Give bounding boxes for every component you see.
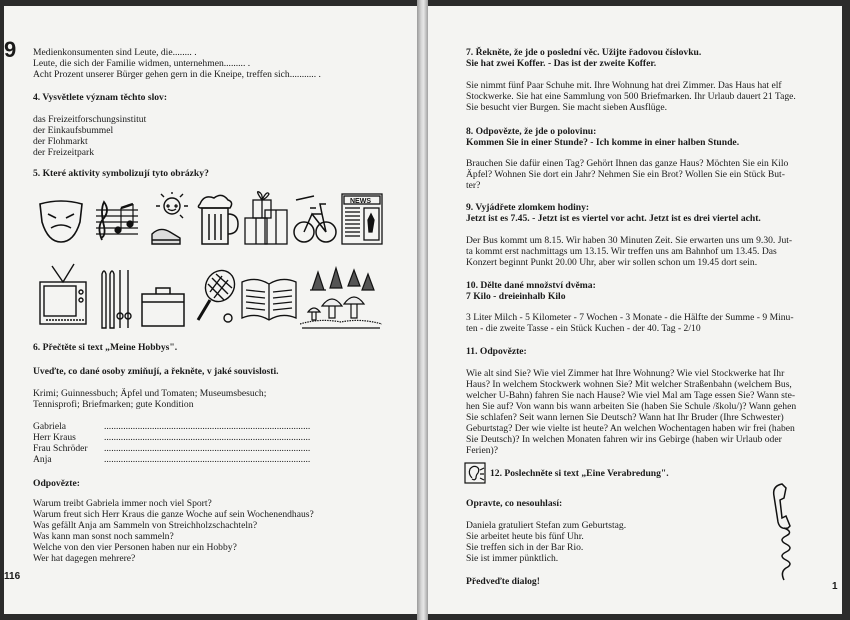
person-name: Gabriela xyxy=(33,421,67,432)
page-number-right: 1 xyxy=(832,581,838,592)
exercise-text: Ferien)? xyxy=(466,445,498,456)
exercise-5-heading: 5. Které aktivity symbolizují tyto obrázky? xyxy=(33,168,209,179)
answer-blank[interactable]: ...................................................................................... xyxy=(104,454,311,465)
statement-line: Sie treffen sich in der Bar Rio. xyxy=(466,542,584,553)
word-item: das Freizeitforschungsinstitut xyxy=(33,114,147,125)
exercise-text: ter? xyxy=(466,180,481,191)
answer-heading: Odpovězte: xyxy=(33,478,80,489)
newspaper-icon xyxy=(340,192,384,246)
exercise-8-example: Kommen Sie in einer Stunde? - Ich komme in einer halben Stunde. xyxy=(466,137,740,148)
exercise-9-heading: 9. Vyjádřete zlomkem hodiny: xyxy=(466,202,590,213)
exercise-text: Konzert beginnt Punkt 20.00 Uhr, aber wir sollen schon um 19.45 dort sein. xyxy=(466,257,758,268)
word-item: der Freizeitpark xyxy=(33,147,94,158)
exercise-10-example: 7 Kilo - dreieinhalb Kilo xyxy=(466,291,566,302)
statement-line: Daniela gratuliert Stefan zum Geburtstag. xyxy=(466,520,627,531)
exercise-text: Brauchen Sie dafür einen Tag? Gehört Ihnen das ganze Haus? Möchten Sie ein Kilo xyxy=(466,158,789,169)
exercise-text: ten - die zweite Tasse - ein Stück Kuchen - der 40. Tag - 2/10 xyxy=(466,323,701,334)
exercise-8-heading: 8. Odpovězte, že jde o polovinu: xyxy=(466,126,597,137)
statement-line: Sie arbeitet heute bis fünf Uhr. xyxy=(466,531,584,542)
exercise-text: Äpfel? Wohnen Sie dort ein Jahr? Nehmen Sie ein Brot? Wollen Sie ein Stück But- xyxy=(466,169,785,180)
theater-masks-icon xyxy=(36,196,86,246)
exercise-4-heading: 4. Vysvětlete význam těchto slov: xyxy=(33,92,168,103)
open-book-icon xyxy=(240,274,298,324)
listening-ear-icon xyxy=(464,462,486,484)
intro-line: Medienkonsumenten sind Leute, die........ . xyxy=(33,47,197,58)
exercise-6-heading: 6. Přečtěte si text „Meine Hobbys". xyxy=(33,342,178,353)
exercise-12-heading: 12. Poslechněte si text „Eine Verabredung". xyxy=(490,468,669,479)
exercise-text: Sie schlafen? Seit wann lernen Sie Deutsch? Wann hat Ihr Bruder (Ihre Schwester) xyxy=(466,412,784,423)
question-line: Welche von den vier Personen haben nur ein Hobby? xyxy=(33,542,237,553)
question-line: Was kann man sonst noch sammeln? xyxy=(33,531,174,542)
exercise-text: Sie besucht vier Burgen. Sie macht sieben Ausflüge. xyxy=(466,102,667,113)
exercise-text: Sie nimmt fünf Paar Schuhe mit. Ihre Wohnung hat drei Zimmer. Das Haus hat elf xyxy=(466,80,782,91)
keywords-line: Tennisprofi; Briefmarken; gute Kondition xyxy=(33,399,194,410)
book-gutter xyxy=(417,0,428,620)
tennis-racket-icon xyxy=(192,268,238,328)
hiking-sun-icon xyxy=(146,192,190,248)
answer-blank[interactable]: ...................................................................................... xyxy=(104,443,311,454)
chapter-number: 9 xyxy=(4,37,17,62)
exercise-text: Sie Deutsch)? In welchen Monaten fahren wir ins Gebirge (haben wir Urlaub oder xyxy=(466,434,782,445)
music-notes-icon xyxy=(92,196,142,246)
beer-mug-icon xyxy=(194,192,240,248)
gift-boxes-icon xyxy=(241,188,291,248)
exercise-text: Geburtstag? Der wie vielte ist heute? An welchen Wochentagen haben wir frei (haben xyxy=(466,423,795,434)
exercise-6-task: Uveďte, co dané osoby zmiňují, a řekněte, v jaké souvislosti. xyxy=(33,366,279,377)
person-name: Frau Schröder xyxy=(33,443,88,454)
mushrooms-forest-icon xyxy=(300,266,382,330)
exercise-9-example: Jetzt ist es 7.45. - Jetzt ist es viertel vor acht. Jetzt ist es drei viertel acht. xyxy=(466,213,761,224)
exercise-11-heading: 11. Odpovězte: xyxy=(466,346,527,357)
right-page xyxy=(428,6,842,614)
statement-line: Sie ist immer pünktlich. xyxy=(466,553,559,564)
question-line: Warum treibt Gabriela immer noch viel Sport? xyxy=(33,498,212,509)
question-line: Warum freut sich Herr Kraus die ganze Woche auf sein Wochenendhaus? xyxy=(33,509,314,520)
telephone-handset-icon xyxy=(768,482,808,582)
person-name: Herr Kraus xyxy=(33,432,76,443)
exercise-text: ta kommt erst nachmittags um 13.15. Wir treffen uns am Bahnhof um 13.45. Das xyxy=(466,246,777,257)
exercise-text: hen Sie auf? Von wann bis wann arbeiten Sie (haben Sie Schule /školu/)? Wann gehen xyxy=(466,401,797,412)
exercise-text: 3 Liter Milch - 5 Kilometer - 7 Wochen - 3 Monate - die Hälfte der Summe - 9 Minu- xyxy=(466,312,794,323)
exercise-7-heading: 7. Řekněte, že jde o poslední věc. Užijte řadovou číslovku. xyxy=(466,47,702,58)
exercise-text: Wie alt sind Sie? Wie viel Zimmer hat Ihre Wohnung? Wie viel Stockwerke hat Ihr xyxy=(466,368,785,379)
intro-line: Acht Prozent unserer Bürger gehen gern in die Kneipe, treffen sich........... . xyxy=(33,69,321,80)
question-line: Was gefällt Anja am Sammeln von Streichholzschachteln? xyxy=(33,520,258,531)
question-line: Wer hat dagegen mehrere? xyxy=(33,553,136,564)
word-item: der Flohmarkt xyxy=(33,136,88,147)
page-number-left: 116 xyxy=(4,571,21,582)
intro-line: Leute, die sich der Familie widmen, unternehmen......... . xyxy=(33,58,251,69)
answer-blank[interactable]: ...................................................................................... xyxy=(104,421,311,432)
word-item: der Einkaufsbummel xyxy=(33,125,114,136)
exercise-text: Der Bus kommt um 8.15. Wir haben 30 Minuten Zeit. Sie erwarten uns um 9.30. Jut- xyxy=(466,235,793,246)
skis-icon xyxy=(94,266,134,330)
final-instruction: Předveďte dialog! xyxy=(466,576,540,587)
answer-blank[interactable]: ...................................................................................... xyxy=(104,432,311,443)
exercise-7-example: Sie hat zwei Koffer. - Das ist der zweite Koffer. xyxy=(466,58,657,69)
television-icon xyxy=(38,262,88,328)
newspaper-label: NEWS xyxy=(350,198,371,205)
keywords-line: Krimi; Guinnessbuch; Äpfel und Tomaten; Museumsbesuch; xyxy=(33,388,267,399)
exercise-10-heading: 10. Dělte dané množství dvěma: xyxy=(466,280,596,291)
bicycle-icon xyxy=(292,194,338,248)
suitcase-icon xyxy=(140,284,186,330)
correct-heading: Opravte, co nesouhlasí: xyxy=(466,498,563,509)
exercise-text: welcher U-Bahn) fahren Sie nach Hause? Wie viel Mal am Tage essen Sie? Wann ste- xyxy=(466,390,796,401)
exercise-text: Stockwerke. Sie hat eine Sammlung von 500 Briefmarken. Ihr Urlaub dauert 21 Tage. xyxy=(466,91,796,102)
person-name: Anja xyxy=(33,454,52,465)
left-page xyxy=(4,6,417,614)
exercise-text: Haus? In welchem Stockwerk wohnen Sie? Mit welcher Straßenbahn (welchem Bus, xyxy=(466,379,792,390)
